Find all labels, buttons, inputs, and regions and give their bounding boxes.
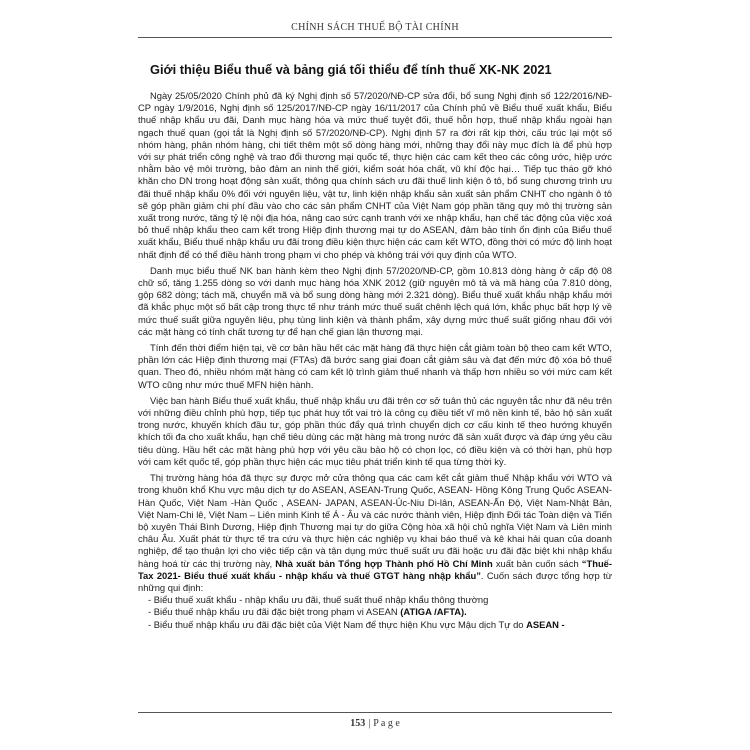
list-item: - Biểu thuế nhập khẩu ưu đãi đặc biệt của Việt Nam để thực hiện Khu vực Mậu dịch Tự do ASEAN - [148, 618, 565, 630]
footer-rule [138, 712, 612, 713]
running-header: CHÍNH SÁCH THUẾ BỘ TÀI CHÍNH [291, 22, 459, 33]
paragraph-5 [138, 472, 612, 594]
list-item: - Biểu thuế nhập khẩu ưu đãi đặc biệt trong phạm vi ASEAN (ATIGA /AFTA). [148, 606, 467, 618]
article-body [138, 90, 612, 631]
paragraph-5-text-before: Thị trường hàng hóa đã thực sự được mở cửa thông qua các cam kết cắt giảm thuế Nhập khẩu với WTO và trong khuôn khổ Khu vực mậu dịch tự do ASEAN, ASEAN-Trung Quốc, ASEAN- Hồng Kông Trung Quốc ASEAN-Hàn Quốc, Việt Nam -Hàn Quốc , ASEAN- JAPAN, ASEAN-Úc-Niu Di-lân, ASEAN-Ấn Độ, Việt Nam-Nhật Bản, Việt Nam-Chi lê, Việt Nam – Liên minh Kinh tế Á - Âu và các nước thành viên, Hiệp định Đối tác Toàn diện và Tiến bộ xuyên Thái Bình Dương, Hiệp định Thương mại tự do giữa Cộng hòa xã hội chủ nghĩa Việt Nam và Liên minh châu Âu. Xuất phát từ thực tế tra cứu và thực hiện các nghiệp vụ khai báo thuế và kê khai hải quan của doanh nghiệp, để tạo thuận lợi cho việc tiếp cận và tận dụng mức thuế suất ưu đãi hoặc ưu đãi đặc biệt khi nhập khẩu hàng hoá từ các thị trường này, [138, 472, 612, 569]
publisher-name: Nhà xuất bản Tổng hợp Thành phố Hồ Chí Minh [275, 557, 493, 569]
regulation-list [138, 594, 612, 631]
paragraph-2: Danh mục biểu thuế NK ban hành kèm theo Nghị định 57/2020/NĐ-CP, gồm 10.813 dòng hàng ở cấp độ 08 chữ số, tăng 1.255 dòng so với danh mục hàng hóa XNK 2012 (giữ nguyên mô tả và mã hàng của 7.810 dòng, gộp 682 dòng; tách mã, chuyển mã và bổ sung dòng hàng mới 2.321 dòng). Biểu thuế xuất khẩu nhập khẩu mới đã khắc phục một số bất cập trong thực tế như tránh mức thuế suất chênh lệch quá lớn, khắc phục bất hợp lý về mức thuế suất giữa nguyên liệu, phụ tùng linh kiện và thành phẩm, xây dựng mức thuế suất giống nhau đối với các mặt hàng có tính chất tương tự để hạn chế gian lận thương mại. [138, 264, 612, 337]
page-label: P a g e [373, 718, 400, 729]
header-rule [138, 37, 612, 38]
paragraph-4: Việc ban hành Biểu thuế xuất khẩu, thuế nhập khẩu ưu đãi trên cơ sở tuân thủ các nguyên tắc như đã nêu trên với những điều chỉnh phù hợp, tiếp tục phát huy tốt vai trò là công cụ điều tiết vĩ mô nền kinh tế, bảo hộ sản xuất trong nước, khuyến khích đầu tư, góp phần thúc đẩy quá trình chuyển dịch cơ cấu kinh tế theo hướng khuyến khích tối đa cho xuất khẩu, hạn chế tiêu dùng các mặt hàng mà trong nước đã sản xuất được và đáp ứng yêu cầu tiêu dùng. Hầu hết các mặt hàng phù hợp với yêu cầu bảo hộ có chọn lọc, có điều kiện và có thời hạn, phù hợp với cam kết quốc tế, góp phần thực hiện các mục tiêu phát triển kinh tế qua từng thời kỳ. [138, 394, 612, 467]
paragraph-5-text-middle: xuất bản cuốn sách [492, 557, 582, 569]
paragraph-1: Ngày 25/05/2020 Chính phủ đã ký Nghị định số 57/2020/NĐ-CP sửa đổi, bổ sung Nghị định số 122/2016/NĐ-CP ngày 1/9/2016, Nghị định số 125/2017/NĐ-CP ngày 16/11/2017 của Chính phủ về Biểu thuế xuất khẩu, Biểu thuế nhập khẩu ưu đãi, Danh mục hàng hóa và mức thuế tuyệt đối, thuế hỗn hợp, thuế nhập khẩu ngoài hạn ngạch thuế quan (gọi tắt là Nghị định số 57/2020/NĐ-CP). Nghị định 57 ra đời rất kịp thời, cấu trúc lại một số nhóm hàng, phân nhóm hàng, chi tiết thêm một số dòng hàng mới, những thay đổi này mục đích là để phù hợp với sự phát triển công nghệ và trao đổi thương mại quốc tế, thực hiện các cam kết theo các công ước, hiệp ước nhằm bảo vệ môi trường, bảo đảm an ninh thế giới, kiểm soát hóa chất, vũ khí độc hại… Tiếp tục tháo gỡ khó khăn cho DN trong hoạt động sản xuất, thông qua chính sách ưu đãi thuế linh kiện ô tô, bổ sung chương trình ưu đãi thuế nhập khẩu 0% đối với nguyên liệu, vật tư, linh kiện nhập khẩu sản xuất sản phẩm CNHT cho ngành ô tô sẽ góp phần giảm chi phí đầu vào cho các sản phẩm CNHT của Việt Nam góp phần tăng quy mô thị trường sản xuất trong nước, tăng tỷ lệ nội địa hóa, nâng cao sức cạnh tranh với xe nhập khẩu, hạn chế tác động của việc xoá bỏ thuế nhập khẩu theo cam kết trong Hiệp định thương mại tự do ASEAN, đảm bảo tính ổn định của Biểu thuế xuất khẩu, Biểu thuế nhập khẩu ưu đãi trong điều kiện thực hiện các cam kết WTO, đồng thời có mức độ linh hoạt nhất định để có thể điều hành trong phạm vi cho phép và không trái với quy định của WTO. [138, 90, 612, 260]
page-footer [0, 718, 750, 729]
paragraph-5-text-after: . Cuốn sách được tổng hợp từ những qui định: [138, 569, 613, 593]
footer-separator: | [368, 718, 371, 729]
article-title: Giới thiệu Biểu thuế và bảng giá tối thiểu để tính thuế XK-NK 2021 [150, 62, 552, 77]
book-title: “Thuế-Tax 2021- Biểu thuế xuất khẩu - nhập khẩu và thuế GTGT hàng nhập khẩu” [138, 557, 613, 581]
list-item: - Biểu thuế xuất khẩu - nhập khẩu ưu đãi, thuế suất thuế nhập khẩu thông thường [148, 594, 489, 606]
page-number: 153 [350, 718, 366, 729]
paragraph-3: Tính đến thời điểm hiện tại, về cơ bản hầu hết các mặt hàng đã thực hiện cắt giảm toàn bộ theo cam kết WTO, phần lớn các Hiệp định thương mại (FTAs) đã bước sang giai đoạn cắt giảm sâu và đạt đến mức độ xóa bỏ thuế quan. Theo đó, nhiều nhóm mặt hàng có cam kết lộ trình giảm thuế nhanh và thấp hơn nhiều so với mức cam kết WTO cũng như mức thuế MFN hiện hành. [138, 342, 612, 390]
